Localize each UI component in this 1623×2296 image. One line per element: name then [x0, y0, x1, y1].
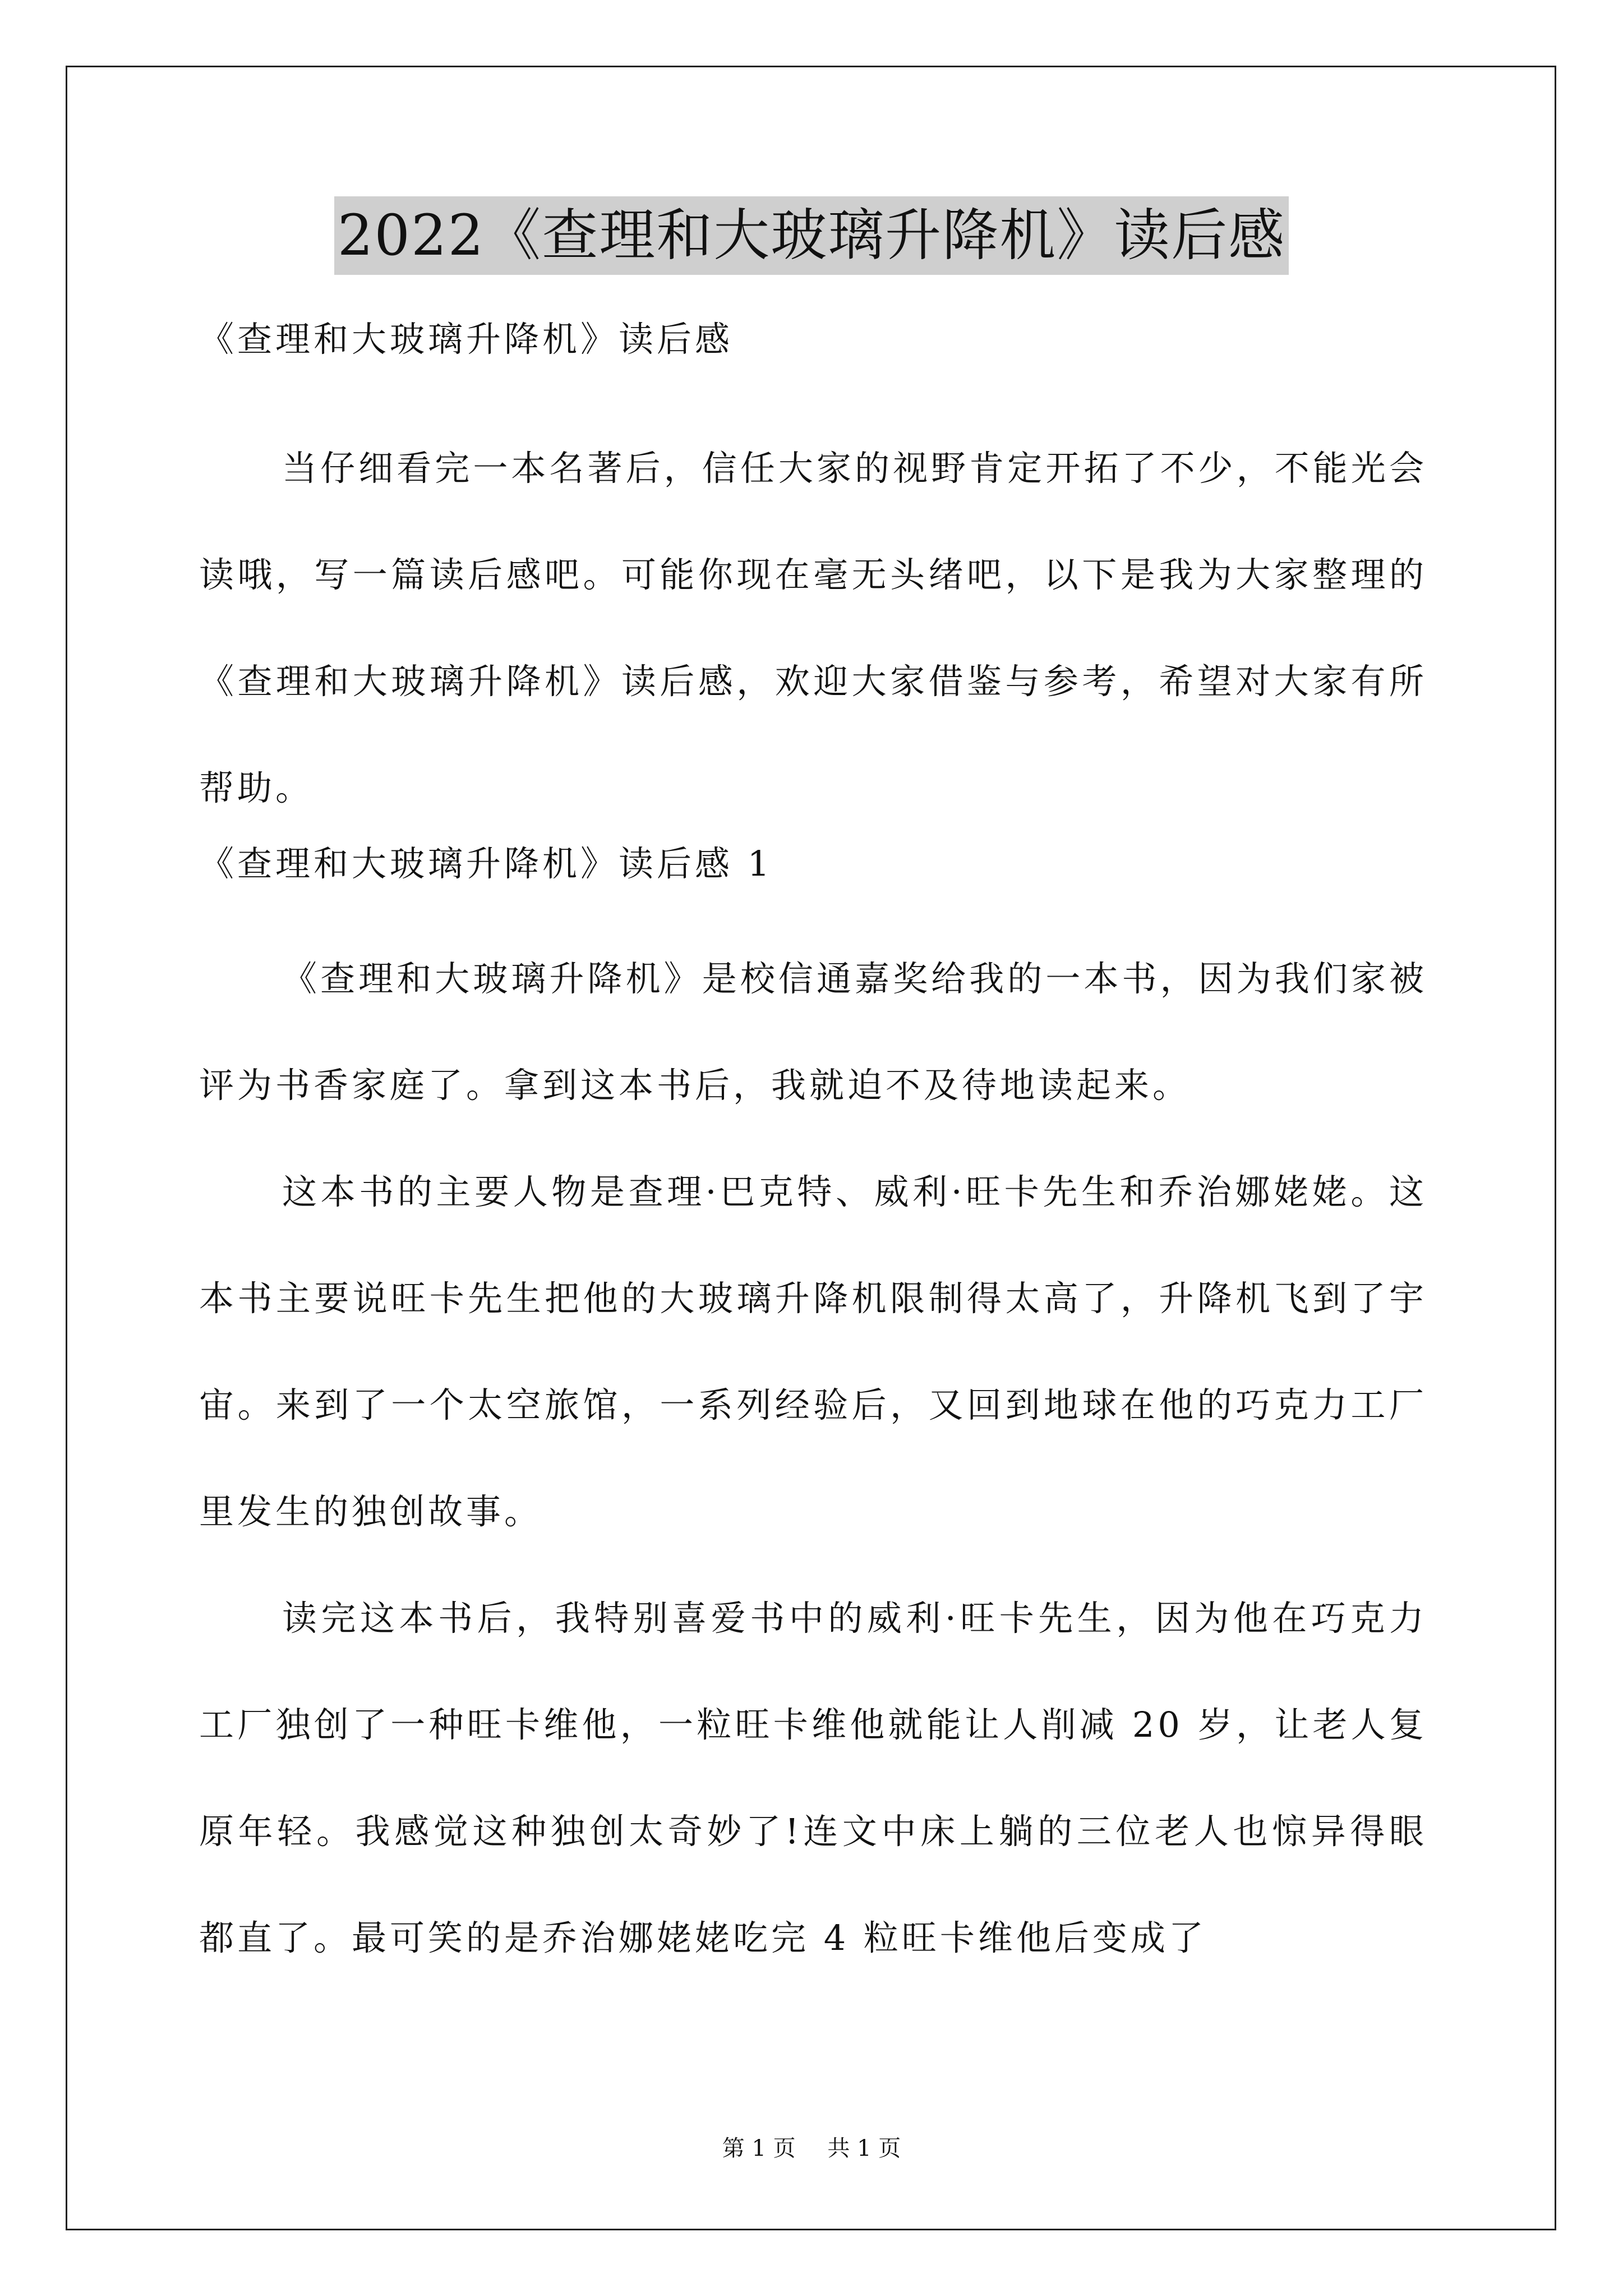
document-title: 2022《查理和大玻璃升降机》读后感	[334, 196, 1289, 275]
body-paragraph: 读完这本书后，我特别喜爱书中的威利·旺卡先生，因为他在巧克力工厂独创了一种旺卡维他，一粒旺卡维他就能让人削减 20 岁，让老人复原年轻。我感觉这种独创太奇妙了!连文中床上躺的三位老人也惊异得眼都直了。最可笑的是乔治娜姥姥吃完 4 粒旺卡维他后变成了	[199, 1598, 1427, 1958]
intro-paragraph: 当仔细看完一本名著后，信任大家的视野肯定开拓了不少，不能光会读哦，写一篇读后感吧。可能你现在毫无头绪吧，以下是我为大家整理的《查理和大玻璃升降机》读后感，欢迎大家借鉴与参考，希望对大家有所帮助。	[199, 448, 1427, 808]
title-container	[0, 196, 1623, 275]
subheading-main: 《查理和大玻璃升降机》读后感	[199, 319, 734, 360]
page-footer	[0, 2132, 1623, 2165]
body-paragraph: 《查理和大玻璃升降机》是校信通嘉奖给我的一本书，因为我们家被评为书香家庭了。拿到这本书后，我就迫不及待地读起来。	[199, 958, 1427, 1106]
document-body	[199, 311, 1427, 1991]
body-paragraph: 这本书的主要人物是查理·巴克特、威利·旺卡先生和乔治娜姥姥。这本书主要说旺卡先生把他的大玻璃升降机限制得太高了，升降机飞到了宇宙。来到了一个太空旅馆，一系列经验后，又回到地球在他的巧克力工厂里发生的独创故事。	[199, 1171, 1427, 1532]
page-number: 第 1 页	[722, 2136, 796, 2161]
subheading-section-1: 《查理和大玻璃升降机》读后感 1	[199, 843, 773, 884]
page-total: 共 1 页	[827, 2136, 901, 2161]
